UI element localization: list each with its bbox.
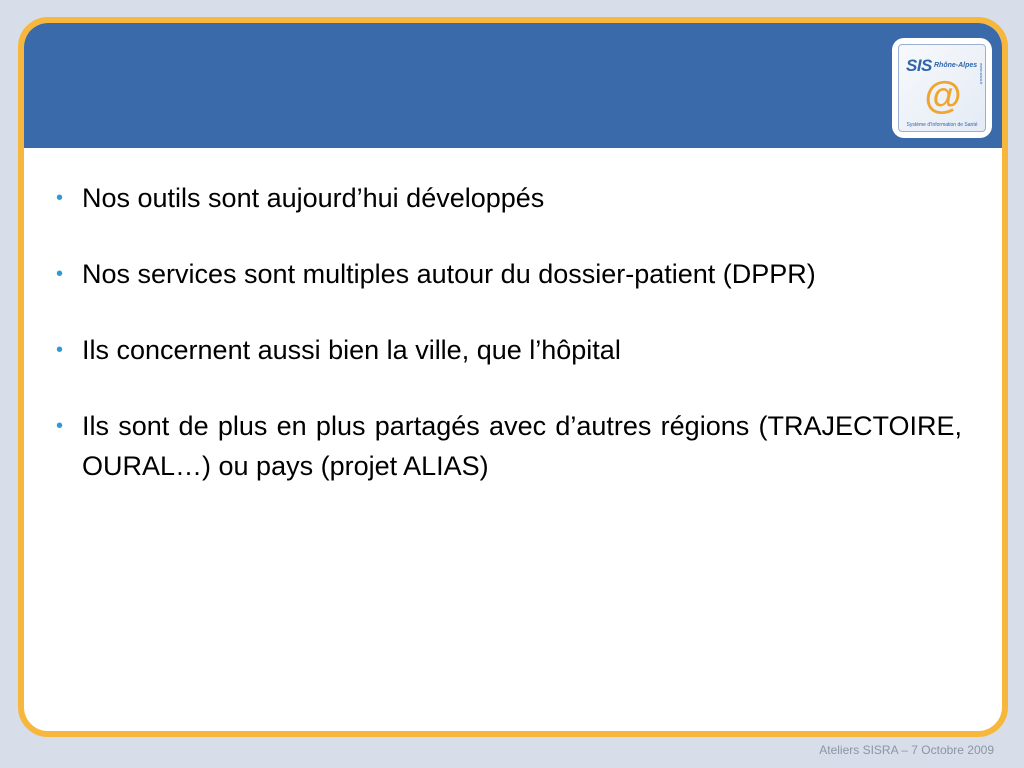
bullet-item xyxy=(76,406,962,486)
bullet-item xyxy=(76,330,962,370)
footer-text: Ateliers SISRA – 7 Octobre 2009 xyxy=(819,743,994,757)
logo-inner xyxy=(898,44,986,132)
logo-url-text: www.sisra.fr xyxy=(979,63,984,85)
bullet-text: • Nos outils sont aujourd’hui développés xyxy=(82,183,545,213)
logo-sis-text: SIS xyxy=(906,56,932,75)
at-sign-icon: @ xyxy=(924,75,962,117)
bullet-text: • Ils sont de plus en plus partagés avec d’autres régions (TRAJECTOIRE, OURAL…) ou pays (projet ALIAS) xyxy=(82,411,962,481)
bullet-text: • Ils concernent aussi bien la ville, que l’hôpital xyxy=(82,335,621,365)
bullet-item xyxy=(76,254,962,294)
logo-region-text: Rhône-Alpes xyxy=(934,62,978,69)
logo-tagline: Système d'Information de Santé xyxy=(906,122,978,128)
bullet-list xyxy=(76,178,962,522)
bullet-text: • Nos services sont multiples autour du dossier-patient (DPPR) xyxy=(82,259,816,289)
header-band xyxy=(24,23,1002,148)
bullet-item xyxy=(76,178,962,218)
sis-rhone-alpes-logo xyxy=(892,38,992,138)
